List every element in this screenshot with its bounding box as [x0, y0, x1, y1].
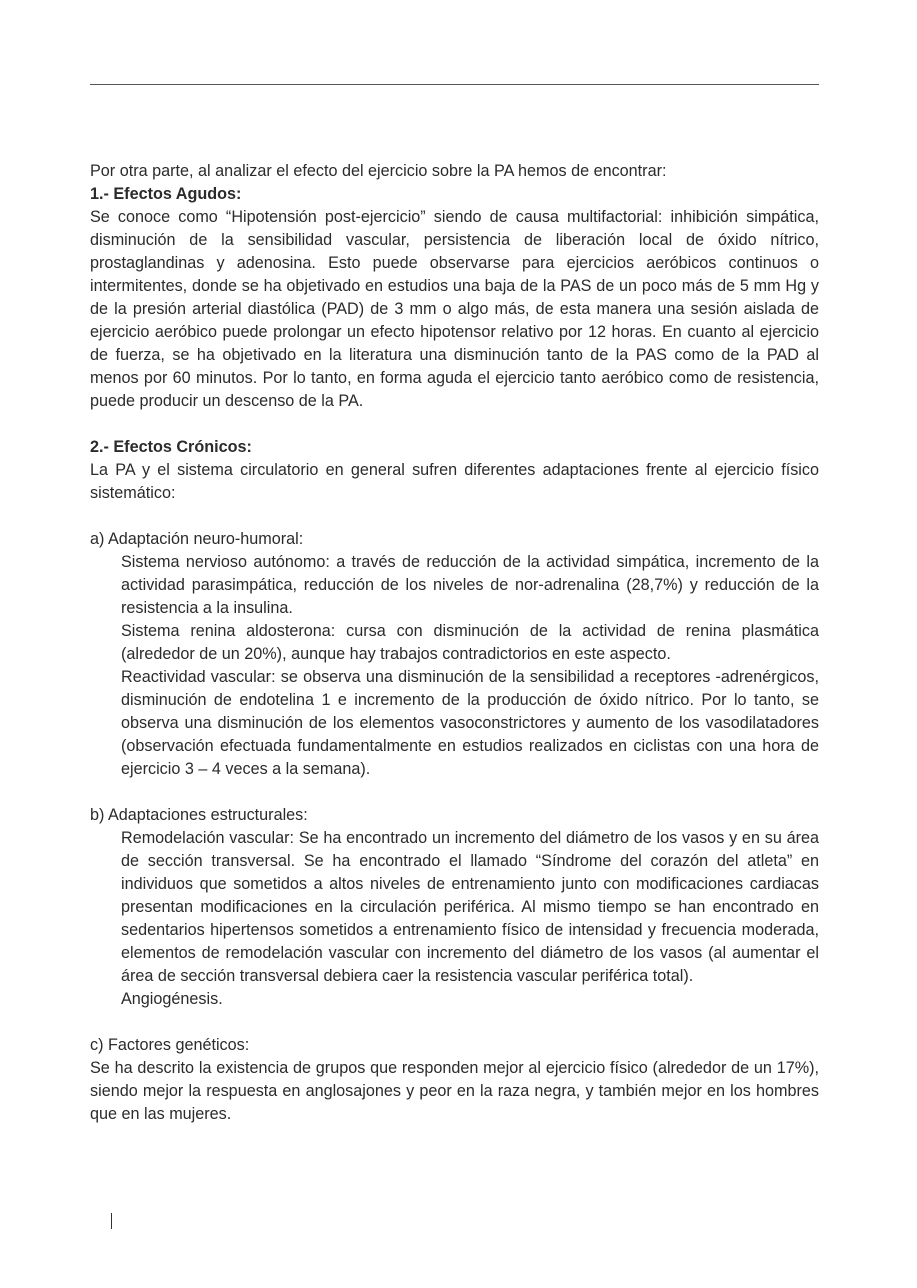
spacer [90, 505, 819, 528]
subsection-a-item-nervous-system: Sistema nervioso autónomo: a través de reducción de la actividad simpática, incremento de la actividad parasimpática, reducción de los niveles de nor-adrenalina (28,7%) y reducción de la resistencia a la insulina. [121, 553, 819, 617]
subsection-b-title: b) Adaptaciones estructurales: [90, 806, 308, 824]
subsection-b-item-vascular-remodeling: Remodelación vascular: Se ha encontrado un incremento del diámetro de los vasos y en su área de sección transversal. Se ha encontrado el llamado “Síndrome del corazón del atleta” en individuos que sometidos a altos niveles de entrenamiento junto con modificaciones cardiacas presentan modificaciones en la circulación periférica. Al mismo tiempo se han encontrado en sedentarios hipertensos sometidos a entrenamiento físico de intensidad y frecuencia moderada, elementos de remodelación vascular con incremento del diámetro de los vasos (al aumentar el área de sección transversal debiera caer la resistencia vascular periférica total). [121, 829, 819, 985]
spacer [90, 781, 819, 804]
subsection-a-item-vascular-reactivity: Reactividad vascular: se observa una disminución de la sensibilidad a receptores -adrenérgicos, disminución de endotelina 1 e incremento de la producción de óxido nítrico. Por lo tanto, se observa una disminución de los elementos vasoconstrictores y aumento de los vasodilatadores (observación efectuada fundamentalmente en estudios realizados en ciclistas con una hora de ejercicio 3 – 4 veces a la semana). [121, 668, 819, 778]
spacer [90, 413, 819, 436]
document-body [90, 160, 819, 1126]
section-2-paragraph: La PA y el sistema circulatorio en general sufren diferentes adaptaciones frente al ejercicio físico sistemático: [90, 461, 819, 502]
subsection-a-item-renin-aldosterone: Sistema renina aldosterona: cursa con disminución de la actividad de renina plasmática (alrededor de un 20%), aunque hay trabajos contradictorios en este aspecto. [121, 622, 819, 663]
section-1-heading: 1.- Efectos Agudos: [90, 185, 242, 203]
header-rule [90, 84, 819, 85]
spacer [90, 1011, 819, 1034]
section-1-paragraph: Se conoce como “Hipotensión post-ejercicio” siendo de causa multifactorial: inhibición simpática, disminución de la sensibilidad vascular, persistencia de liberación local de óxido nítrico, prostaglandinas y adenosina. Esto puede observarse para ejercicios aeróbicos continuos o intermitentes, donde se ha objetivado en estudios una baja de la PAS de un poco más de 5 mm Hg y de la presión arterial diastólica (PAD) de 3 mm o algo más, de esta manera una sesión aislada de ejercicio aeróbico puede prolongar un efecto hipotensor relativo por 12 horas. En cuanto al ejercicio de fuerza, se ha objetivado en la literatura una disminución tanto de la PAS como de la PAD al menos por 60 minutos. Por lo tanto, en forma aguda el ejercicio tanto aeróbico como de resistencia, puede producir un descenso de la PA. [90, 208, 819, 410]
section-2-heading: 2.- Efectos Crónicos: [90, 438, 252, 456]
intro-paragraph: Por otra parte, al analizar el efecto del ejercicio sobre la PA hemos de encontrar: [90, 162, 667, 180]
subsection-c-title: c) Factores genéticos: [90, 1036, 250, 1054]
subsection-c-paragraph: Se ha descrito la existencia de grupos que responden mejor al ejercicio físico (alrededor de un 17%), siendo mejor la respuesta en anglosajones y peor en la raza negra, y también mejor en los hombres que en las mujeres. [90, 1059, 819, 1123]
page-marker-bar [111, 1213, 112, 1229]
subsection-a-title: a) Adaptación neuro-humoral: [90, 530, 304, 548]
subsection-b-item-angiogenesis: Angiogénesis. [121, 990, 223, 1008]
